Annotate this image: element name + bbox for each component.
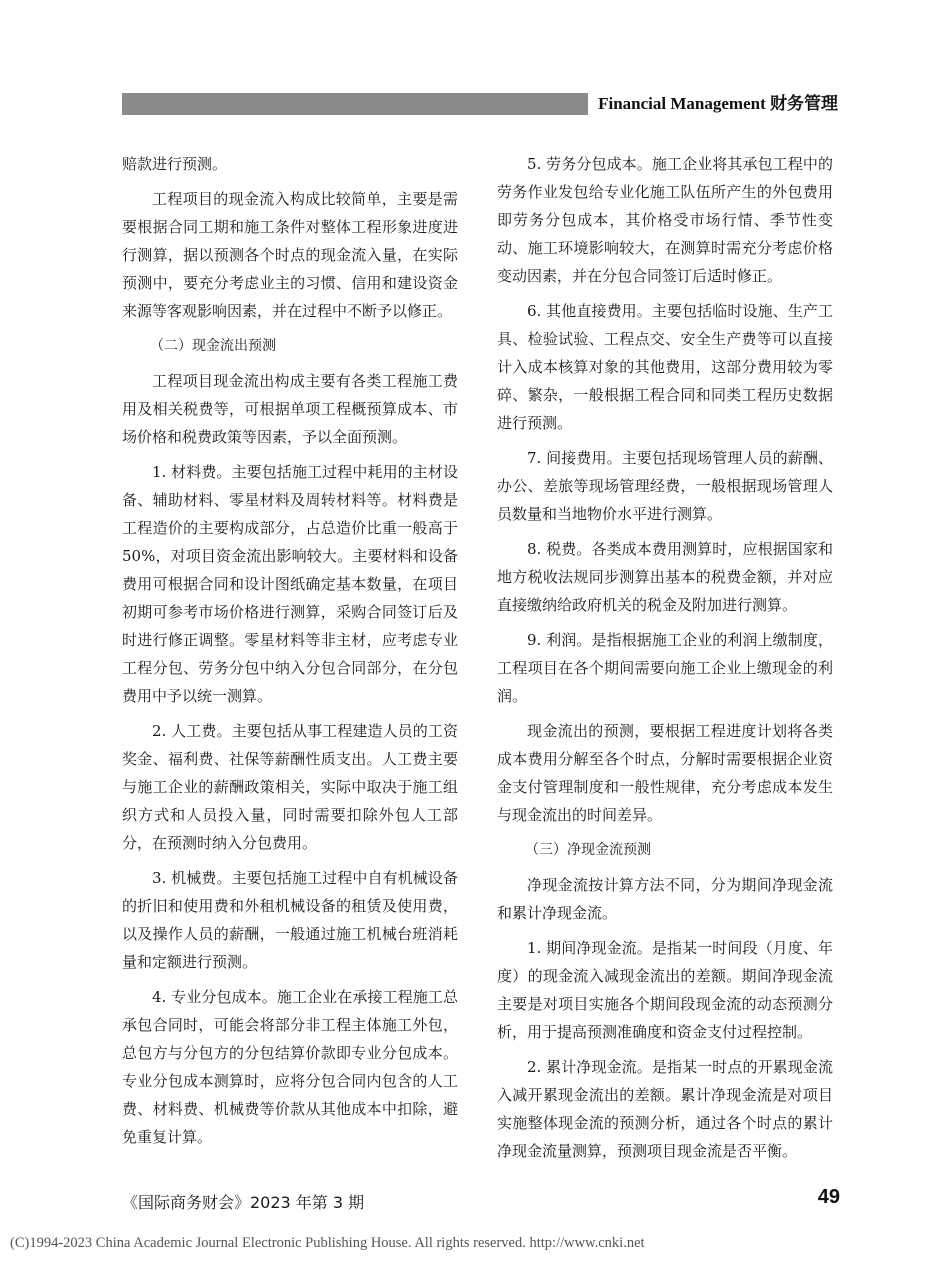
paragraph: 1. 材料费。主要包括施工过程中耗用的主材设备、辅助材料、零星材料及周转材料等。材料费是工程造价的主要构成部分，占总造价比重一般高于 50%，对项目资金流出影响较大。主要材料和设备费用可根据合同和设计图纸确定基本数量，在项目初期可参考市场价格进行测算，采购合同签订后及时进行修正调整。零星材料等非主材，应考虑专业工程分包、劳务分包中纳入分包合同部分，在分包费用中予以统一测算。 — [122, 463, 458, 705]
paragraph: 净现金流按计算方法不同，分为期间净现金流和累计净现金流。 — [497, 876, 833, 922]
page-number: 49 — [817, 1186, 840, 1208]
subheading: （三）净现金流预测 — [525, 842, 651, 858]
paragraph: 3. 机械费。主要包括施工过程中自有机械设备的折旧和使用费和外租机械设备的租赁及使用费，以及操作人员的薪酬，一般通过施工机械台班消耗量和定额进行预测。 — [122, 869, 458, 971]
paragraph: 工程项目的现金流入构成比较简单，主要是需要根据合同工期和施工条件对整体工程形象进度进行测算，据以预测各个时点的现金流入量，在实际预测中，要充分考虑业主的习惯、信用和建设资金来源等客观影响因素，并在过程中不断予以修正。 — [122, 190, 458, 320]
paragraph: 4. 专业分包成本。施工企业在承接工程施工总承包合同时，可能会将部分非工程主体施工外包，总包方与分包方的分包结算价款即专业分包成本。专业分包成本测算时，应将分包合同内包含的人工费、材料费、机械费等价款从其他成本中扣除，避免重复计算。 — [122, 988, 458, 1146]
left-column — [122, 150, 458, 1158]
paragraph: 赔款进行预测。 — [122, 155, 228, 173]
paragraph: 2. 人工费。主要包括从事工程建造人员的工资奖金、福利费、社保等薪酬性质支出。人工费主要与施工企业的薪酬政策相关，实际中取决于施工组织方式和人员投入量，同时需要扣除外包人工部分，在预测时纳入分包费用。 — [122, 722, 458, 852]
paragraph: 8. 税费。各类成本费用测算时，应根据国家和地方税收法规同步测算出基本的税费金额，并对应直接缴纳给政府机关的税金及附加进行测算。 — [497, 540, 833, 614]
paragraph: 现金流出的预测，要根据工程进度计划将各类成本费用分解至各个时点，分解时需要根据企业资金支付管理制度和一般性规律，充分考虑成本发生与现金流出的时间差异。 — [497, 722, 833, 824]
paragraph: 6. 其他直接费用。主要包括临时设施、生产工具、检验试验、工程点交、安全生产费等可以直接计入成本核算对象的其他费用，这部分费用较为零碎、繁杂，一般根据工程合同和同类工程历史数据进行预测。 — [497, 302, 833, 432]
paragraph: 1. 期间净现金流。是指某一时间段（月度、年度）的现金流入减现金流出的差额。期间净现金流主要是对项目实施各个期间段现金流的动态预测分析，用于提高预测准确度和资金支付过程控制。 — [497, 939, 833, 1041]
section-header-label: Financial Management 财务管理 — [588, 93, 840, 115]
right-column — [497, 150, 833, 1172]
copyright-notice: (C)1994-2023 China Academic Journal Electronic Publishing House. All rights reserved. http://www.cnki.net — [10, 1235, 645, 1251]
paragraph: 工程项目现金流出构成主要有各类工程施工费用及相关税费等，可根据单项工程概预算成本、市场价格和税费政策等因素，予以全面预测。 — [122, 372, 458, 446]
journal-citation: 《国际商务财会》2023 年第 3 期 — [122, 1193, 365, 1212]
header-bar — [122, 93, 840, 115]
paragraph: 2. 累计净现金流。是指某一时点的开累现金流入减开累现金流出的差额。累计净现金流是对项目实施整体现金流的预测分析，通过各个时点的累计净现金流量测算，预测项目现金流是否平衡。 — [497, 1058, 833, 1160]
paragraph: 9. 利润。是指根据施工企业的利润上缴制度，工程项目在各个期间需要向施工企业上缴现金的利润。 — [497, 631, 833, 705]
subheading: （二）现金流出预测 — [150, 338, 276, 354]
paragraph: 7. 间接费用。主要包括现场管理人员的薪酬、办公、差旅等现场管理经费，一般根据现场管理人员数量和当地物价水平进行测算。 — [497, 449, 833, 523]
paragraph: 5. 劳务分包成本。施工企业将其承包工程中的劳务作业发包给专业化施工队伍所产生的外包费用即劳务分包成本，其价格受市场行情、季节性变动、施工环境影响较大，在测算时需充分考虑价格变动因素，并在分包合同签订后适时修正。 — [497, 155, 833, 285]
